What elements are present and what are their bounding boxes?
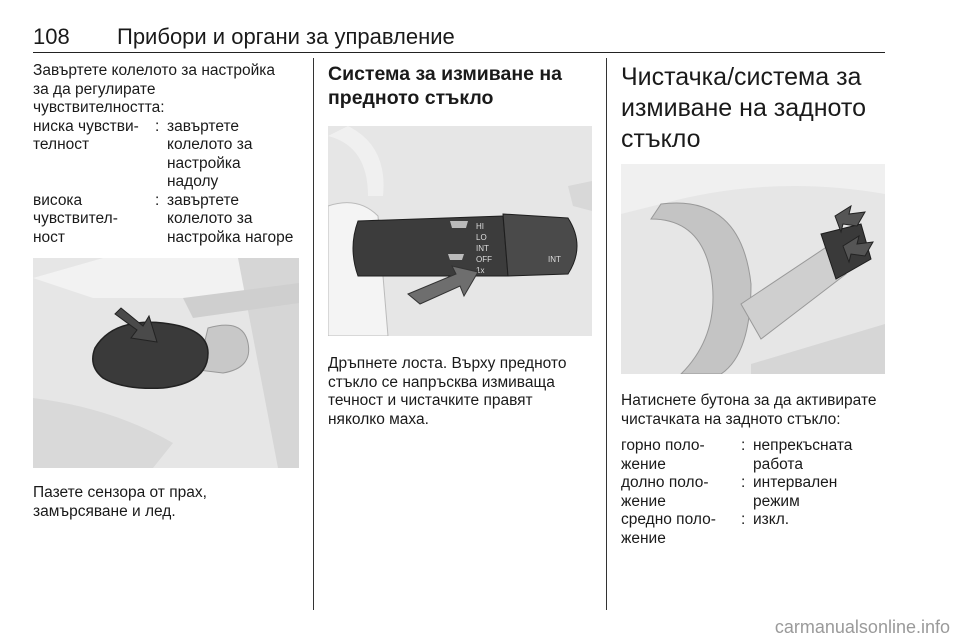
column-divider-1 (313, 58, 314, 610)
rear-wiper-figure (621, 164, 885, 374)
rear-wiper-illustration (621, 164, 885, 374)
lever-label-lo: LO (476, 233, 487, 242)
chapter-title: Прибори и органи за управление (117, 24, 455, 49)
list-item: горно поло- жение : непрекъсната работа (621, 437, 853, 473)
page-header (33, 24, 885, 53)
lever-label-int: INT (476, 244, 489, 253)
column-2 (328, 62, 594, 429)
watermark: carmanualsonline.info (774, 617, 950, 637)
column-1 (33, 62, 299, 521)
column-divider-2 (606, 58, 607, 610)
front-washer-figure (328, 126, 592, 336)
section-heading-front-washer: Система за измиване на предното стъкло (328, 63, 563, 109)
sensor-illustration (33, 258, 299, 468)
list-item: долно поло- жение : интервален режим (621, 474, 838, 510)
lever-label-int-ring: INT (548, 255, 561, 264)
rear-wiper-positions-list (621, 437, 887, 548)
list-item: ниска чувстви- телност : завъртете колелото за настройка надолу (33, 117, 253, 190)
list-item: средно поло- жение : изкл. (621, 511, 790, 547)
sensor-caption: Пазете сензора от прах, замърсяване и лед. (33, 484, 207, 520)
lever-label-1x: 1x (476, 266, 485, 275)
lever-label-hi: HI (476, 222, 484, 231)
column-3 (621, 62, 887, 548)
section-heading-rear-wiper: Чистачка/система за измиване на задното стъкло (621, 63, 866, 153)
wiper-lever-illustration (328, 126, 592, 336)
front-washer-caption: Дръпнете лоста. Върху предното стъкло се напръсква измиваща течност и чистачките правят няколко маха. (328, 355, 567, 428)
list-item: висока чувствител- ност : завъртете колелото за настройка нагоре (33, 191, 294, 246)
lever-label-off: OFF (476, 255, 492, 264)
sensor-figure (33, 258, 299, 468)
page-number: 108 (33, 24, 70, 49)
intro-text: Завъртете колелото за настройка за да регулирате чувствителността: (33, 62, 275, 116)
sensitivity-list (33, 118, 299, 248)
rear-wiper-intro: Натиснете бутона за да активирате чистачката на задното стъкло: (621, 392, 877, 428)
